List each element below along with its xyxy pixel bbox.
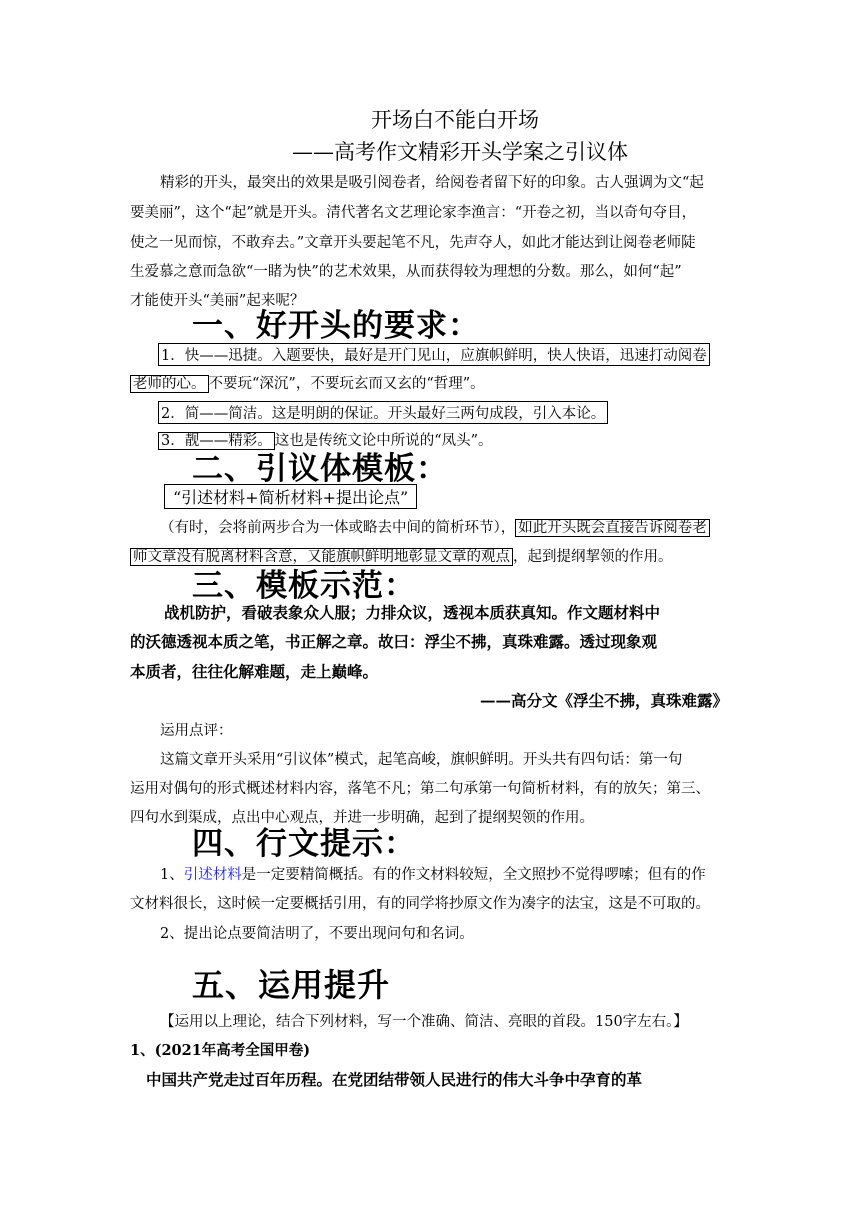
intro-line: 精彩的开头，最突出的效果是吸引阅卷者，给阅卷者留下好的印象。古人强调为文“起 xyxy=(160,175,704,191)
comment-line: 这篇文章开头采用“引议体”模式，起笔高峻，旗帜鲜明。开头共有四句话：第一句 xyxy=(160,752,683,768)
template-note-boxed-a: 如此开头既会直接告诉阅卷老 xyxy=(515,519,710,537)
comment-line: 运用对偶句的形式概述材料内容，落笔不凡；第二句承第一句简析材料，有的放矢；第三、 xyxy=(130,781,710,797)
tip-1-link[interactable]: 引述材料 xyxy=(183,867,242,883)
requirement-1-rest: 不要玩“深沉”，不要玩玄而又玄的“哲理”。 xyxy=(208,376,485,392)
section-heading-4: 四、行文提示： xyxy=(192,826,416,862)
example-source: ——高分文《浮尘不拂，真珠难露》 xyxy=(480,691,729,710)
intro-line: 生爱慕之意而急欲“一睹为快”的艺术效果，从而获得较为理想的分数。那么，如何“起” xyxy=(130,264,682,280)
practice-instruction: 【运用以上理论，结合下列材料，写一个准确、简洁、亮眼的首段。150字左右。】 xyxy=(160,1014,688,1030)
example-line: 战机防护，看破表象众人服；力排众议，透视本质获真知。作文题材料中 xyxy=(164,603,661,622)
requirement-2-boxed: 2．简——简洁。这是明朗的保证。开头最好三两句成段，引入本论。 xyxy=(158,401,608,424)
requirement-3-boxed: 3．靓——精彩。 xyxy=(158,432,275,450)
intro-line: 使之一见而惊，不敢弃去。”文章开头要起笔不凡，先声夺人，如此才能达到让阅卷老师陡 xyxy=(130,235,696,251)
tip-2: 2、提出论点要简洁明了，不要出现问句和名词。 xyxy=(160,926,474,942)
template-note-line1 xyxy=(160,516,710,537)
question-1-label: 1、(2021年高考全国甲卷) xyxy=(130,1042,311,1059)
section-heading-1: 一、好开头的要求： xyxy=(192,308,480,344)
tip-1-rest: 是一定要精简概括。有的作文材料较短，全文照抄不觉得啰嗦；但有的作 xyxy=(241,867,706,883)
template-formula: “引述材料+简析材料+提出论点” xyxy=(164,484,417,509)
doc-subtitle: ——高考作文精彩开头学案之引议体 xyxy=(292,140,628,164)
section-heading-2: 二、引议体模板： xyxy=(192,451,448,487)
requirement-3-rest: 这也是传统文论中所说的“凤头”。 xyxy=(274,433,493,449)
intro-line: 要美丽”，这个“起”就是开头。清代著名文艺理论家李渔言：“开卷之初，当以奇句夺目， xyxy=(130,205,697,221)
doc-title: 开场白不能白开场 xyxy=(371,108,539,132)
tip-1-line2: 文材料很长，这时候一定要概括引用，有的同学将抄原文作为凑字的法宝，这是不可取的。 xyxy=(130,896,710,912)
requirement-1-line2 xyxy=(130,372,485,393)
comment-label: 运用点评： xyxy=(160,723,233,739)
section-heading-3: 三、模板示范： xyxy=(192,568,416,604)
tip-1 xyxy=(160,863,706,884)
example-line: 本质者，往往化解难题，走上巅峰。 xyxy=(130,662,379,681)
template-note-a: （有时，会将前两步合为一体或略去中间的简析环节）， xyxy=(160,520,516,536)
requirement-1-boxed-tail: 老师的心。 xyxy=(130,375,209,393)
template-note-rest: ，起到提纲挈领的作用。 xyxy=(513,549,673,565)
section-heading-5: 五、运用提升 xyxy=(192,966,391,1004)
requirement-1-boxed: 1．快——迅捷。入题要快，最好是开门见山，应旗帜鲜明，快人快语，迅速打动阅卷 xyxy=(158,343,710,366)
question-1-text: 中国共产党走过百年历程。在党团结带领人民进行的伟大斗争中孕育的革 xyxy=(146,1070,643,1089)
comment-line: 四句水到渠成，点出中心观点，并进一步明确，起到了提纲契领的作用。 xyxy=(130,810,594,826)
intro-line: 才能使开头“美丽”起来呢？ xyxy=(130,293,305,309)
example-line: 的沃德透视本质之笔，书正解之章。故曰：浮尘不拂，真珠难露。透过现象观 xyxy=(130,632,658,651)
tip-1-number: 1、 xyxy=(160,867,184,883)
template-note-boxed-b: 师文章没有脱离材料含意，又能旗帜鲜明地彰显文章的观点 xyxy=(130,548,513,566)
